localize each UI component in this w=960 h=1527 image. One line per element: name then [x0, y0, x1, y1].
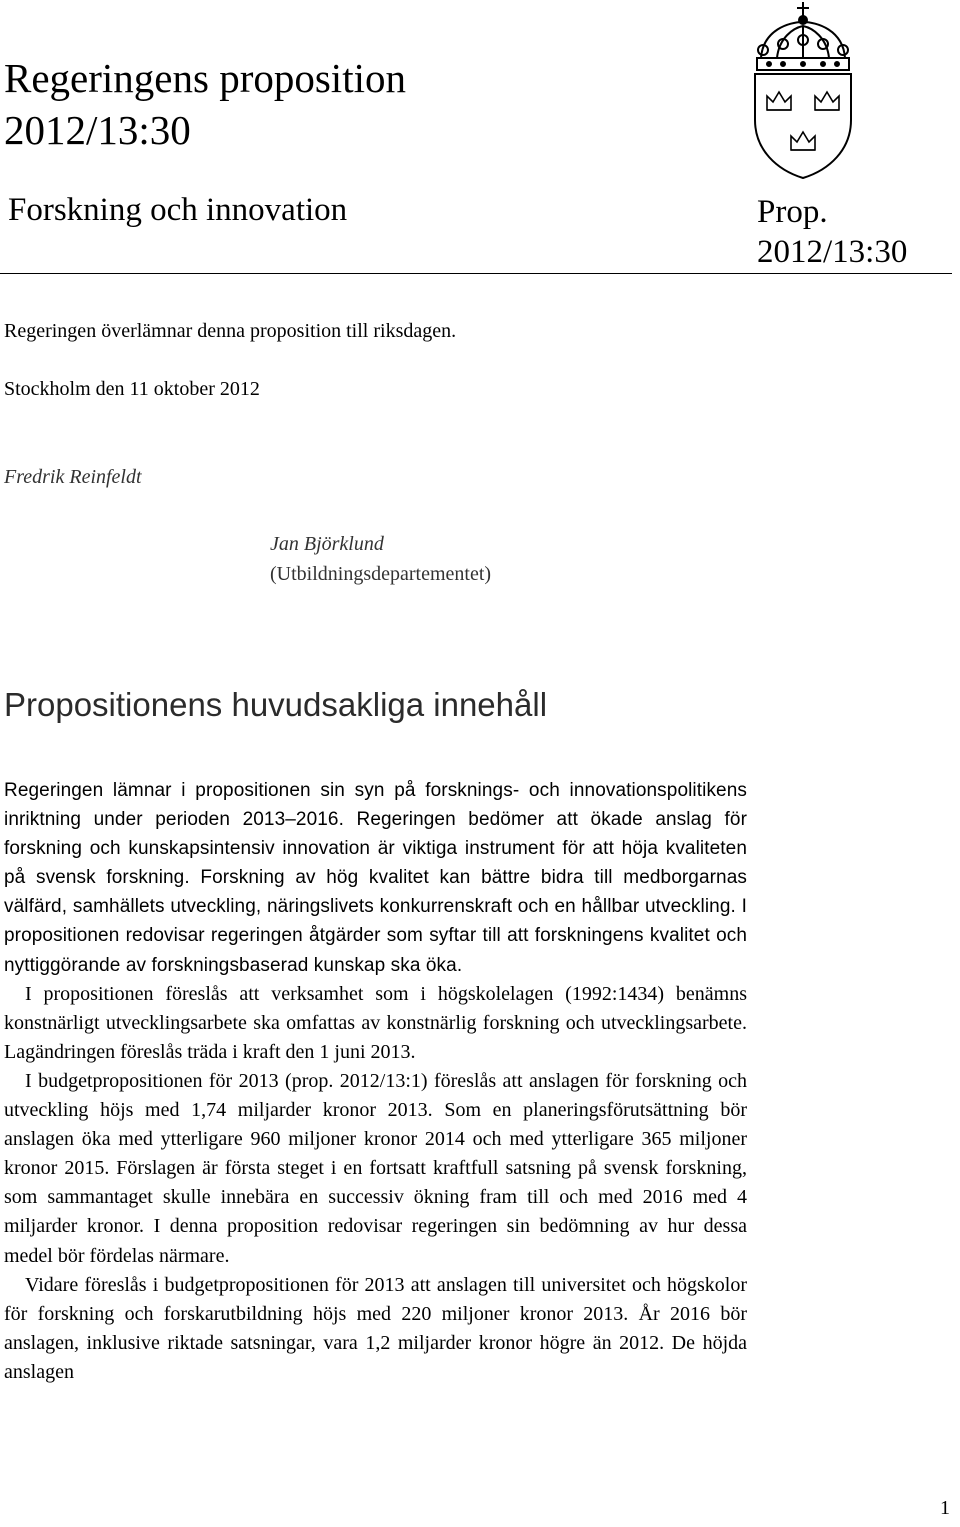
signature-department: (Utbildningsdepartementet): [270, 563, 492, 585]
signature-prime-minister: Fredrik Reinfeldt: [4, 466, 142, 488]
document-subtitle: Forskning och innovation: [8, 192, 348, 228]
header-divider-right: [752, 273, 952, 274]
page-number: 1: [940, 1497, 950, 1519]
section-heading: Propositionens huvudsakliga innehåll: [4, 686, 548, 723]
signature-minister: Jan Björklund: [270, 533, 384, 555]
prop-label-line-1: Prop.: [757, 194, 828, 230]
paragraph-2: I propositionen föreslås att verksamhet som i högskolelagen (1992:1434) benämns konstnärligt utvecklingsarbete ska omfattas av konstnärlig forskning och utvecklingsarbete. Lagändringen föreslås träda i kraft den 1 juni 2013.: [4, 982, 747, 1063]
paragraph-4: Vidare föreslås i budgetpropositionen för 2013 att anslagen till universitet och högskolor för forskning och forskarutbildning höjs med 220 miljoner kronor 2013. År 2016 bör anslagen, inklusive riktade satsningar, vara 1,2 miljarder kronor högre än 2012. De höjda anslagen: [4, 1273, 747, 1383]
prop-label-line-2: 2012/13:30: [757, 234, 908, 270]
place-date: Stockholm den 11 oktober 2012: [4, 378, 260, 400]
section-body: [4, 776, 747, 1387]
document-title-line-2: 2012/13:30: [4, 107, 191, 153]
coat-of-arms-icon: [749, 0, 857, 180]
header-divider: [0, 273, 752, 274]
paragraph-1: Regeringen lämnar i propositionen sin syn på forsknings- och innovationspolitikens inriktning under perioden 2013–2016. Regeringen bedömer att ökade anslag för forskning och kunskapsintensiv innovation är viktiga instrument för att höja kvaliteten på svensk forskning. Forskning av hög kvalitet kan bättre bidra till medborgarnas välfärd, samhällets utveckling, näringslivets konkurrenskraft och en hållbar utveckling. I propositionen redovisar regeringen åtgärder som syftar till att forskningens kvalitet och nyttiggörande av forskningsbaserad kunskap ska öka.: [4, 780, 747, 976]
paragraph-3: I budgetpropositionen för 2013 (prop. 2012/13:1) föreslås att anslagen för forskning och utveckling höjs med 1,74 miljarder kronor 2013. Som en planeringsförutsättning bör anslagen öka med ytterligare 960 miljoner kronor 2014 och med ytterligare 365 miljoner kronor 2015. Förslagen är första steget i en fortsatt kraftfull satsning på svensk forskning, som sammantaget skulle innebära en successiv ökning fram till och med 2016 med 4 miljarder kronor. I denna proposition redovisar regeringen sin bedömning av hur dessa medel bör fördelas närmare.: [4, 1069, 747, 1267]
transmittal-text: Regeringen överlämnar denna proposition till riksdagen.: [4, 320, 457, 342]
document-title-line-1: Regeringens proposition: [4, 55, 406, 101]
